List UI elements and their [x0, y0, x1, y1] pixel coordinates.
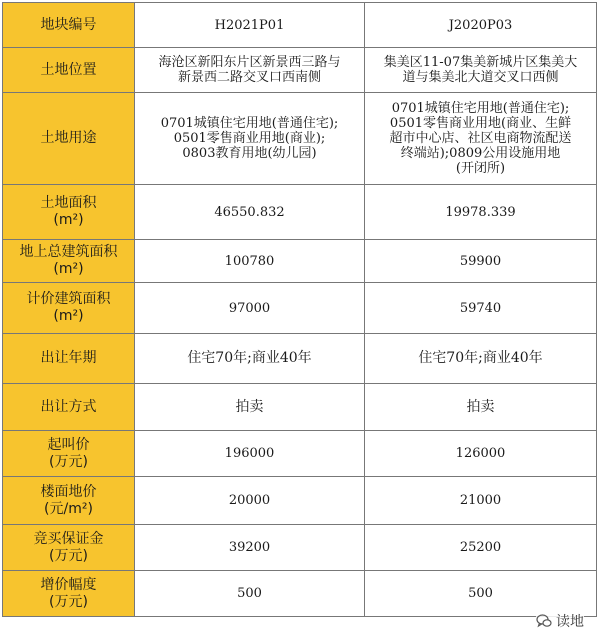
cell-line: 出让方式 — [40, 398, 97, 415]
cell-line: 500 — [468, 586, 493, 601]
row-label-parcel-number: 地块编号 — [3, 3, 135, 48]
cell-line: 19978.339 — [445, 204, 516, 220]
cell-line: 海沧区新阳东片区新景西三路与 — [158, 55, 341, 70]
row-label-location — [3, 48, 135, 93]
term-value-2 — [365, 334, 597, 384]
cell-line: 97000 — [228, 300, 271, 316]
watermark-text: 读地 — [556, 614, 584, 630]
cell-line: 0501零售商业用地(商业); — [173, 131, 326, 146]
cell-line: 126000 — [455, 446, 506, 461]
cell-line: 土地位置 — [40, 61, 97, 78]
table-row — [3, 431, 597, 477]
cell-line: 20000 — [228, 493, 271, 508]
cell-line: (元/m²) — [44, 500, 93, 517]
above-ground-area-value-1 — [135, 240, 365, 283]
cell-line: 土地面积 — [40, 195, 97, 211]
row-label-method — [3, 384, 135, 431]
cell-line: 土地用途 — [40, 130, 97, 146]
method-value-2 — [365, 384, 597, 431]
table-row — [3, 477, 597, 525]
cell-line: 起叫价 — [47, 436, 90, 453]
cell-line: 46550.832 — [214, 204, 285, 220]
cell-line: 39200 — [228, 540, 271, 555]
cell-line: 增价幅度 — [40, 576, 97, 593]
table-row — [3, 93, 597, 185]
usage-value-2 — [365, 93, 597, 185]
cell-line: (m²) — [53, 212, 84, 228]
above-ground-area-value-2 — [365, 240, 597, 283]
row-label-term — [3, 334, 135, 384]
usage-value-1 — [135, 93, 365, 185]
row-label-floor-price — [3, 477, 135, 525]
cell-line: 0803教育用地(幼儿园) — [182, 146, 317, 161]
table-body — [3, 3, 597, 617]
increment-value-1 — [135, 571, 365, 617]
table-row — [3, 525, 597, 571]
table-row — [3, 240, 597, 283]
table-row — [3, 334, 597, 384]
cell-line: (m²) — [53, 261, 84, 277]
cell-line: 500 — [237, 586, 262, 601]
row-label-usage — [3, 93, 135, 185]
cell-line: 59900 — [459, 253, 502, 269]
starting-price-value-2 — [365, 431, 597, 477]
parcel-number-h2021p01: H2021P01 — [135, 3, 365, 48]
cell-line: (万元) — [49, 453, 88, 470]
land-area-value-1 — [135, 185, 365, 240]
deposit-value-2 — [365, 525, 597, 571]
priced-area-value-2 — [365, 283, 597, 334]
cell-line: 21000 — [459, 493, 502, 508]
cell-line: (m²) — [53, 308, 84, 324]
cell-line: (万元) — [49, 547, 88, 564]
deposit-value-1 — [135, 525, 365, 571]
cell-line: 道与集美北大道交叉口西侧 — [402, 70, 559, 85]
floor-price-value-1 — [135, 477, 365, 525]
cell-line: 196000 — [224, 446, 275, 461]
land-parcel-table — [2, 2, 597, 617]
cell-line: 超市中心店、社区电商物流配送 — [389, 131, 572, 146]
cell-line: 25200 — [459, 540, 502, 555]
term-value-1 — [135, 334, 365, 384]
cell-line: 住宅70年;商业40年 — [187, 350, 312, 366]
increment-value-2 — [365, 571, 597, 617]
row-label-priced-area — [3, 283, 135, 334]
location-value-1 — [135, 48, 365, 93]
row-label-deposit — [3, 525, 135, 571]
cell-line: 出让年期 — [40, 350, 97, 366]
cell-line: (开闭所) — [455, 161, 506, 176]
row-label-above-ground-area — [3, 240, 135, 283]
land-area-value-2 — [365, 185, 597, 240]
table-row — [3, 571, 597, 617]
row-label-starting-price — [3, 431, 135, 477]
cell-line: 0501零售商业用地(商业、生鲜 — [389, 116, 572, 131]
method-value-1 — [135, 384, 365, 431]
location-value-2 — [365, 48, 597, 93]
cell-line: 100780 — [224, 253, 275, 269]
priced-area-value-1 — [135, 283, 365, 334]
row-label-land-area — [3, 185, 135, 240]
cell-line: 集美区11-07集美新城片区集美大 — [383, 55, 578, 70]
cell-line: 拍卖 — [466, 398, 495, 415]
cell-line: 竞买保证金 — [33, 530, 104, 547]
header-row — [3, 3, 597, 48]
wechat-bubble-icon — [536, 613, 552, 629]
cell-line: 住宅70年;商业40年 — [418, 350, 543, 366]
cell-line: 地上总建筑面积 — [19, 244, 118, 260]
table-row — [3, 185, 597, 240]
cell-line: 楼面地价 — [40, 483, 97, 500]
cell-line: (万元) — [49, 593, 88, 610]
cell-line: 计价建筑面积 — [26, 291, 111, 307]
watermark — [536, 611, 584, 631]
table-row — [3, 48, 597, 93]
cell-line: 59740 — [459, 300, 502, 316]
starting-price-value-1 — [135, 431, 365, 477]
row-label-increment — [3, 571, 135, 617]
cell-line: 终端站);0809公用设施用地 — [400, 146, 561, 161]
table-row — [3, 384, 597, 431]
parcel-number-j2020p03: J2020P03 — [365, 3, 597, 48]
floor-price-value-2 — [365, 477, 597, 525]
cell-line: 拍卖 — [235, 398, 264, 415]
cell-line: 新景西二路交叉口西南侧 — [177, 70, 321, 85]
table-row — [3, 283, 597, 334]
cell-line: 0701城镇住宅用地(普通住宅); — [391, 101, 570, 116]
cell-line: 0701城镇住宅用地(普通住宅); — [160, 116, 339, 131]
